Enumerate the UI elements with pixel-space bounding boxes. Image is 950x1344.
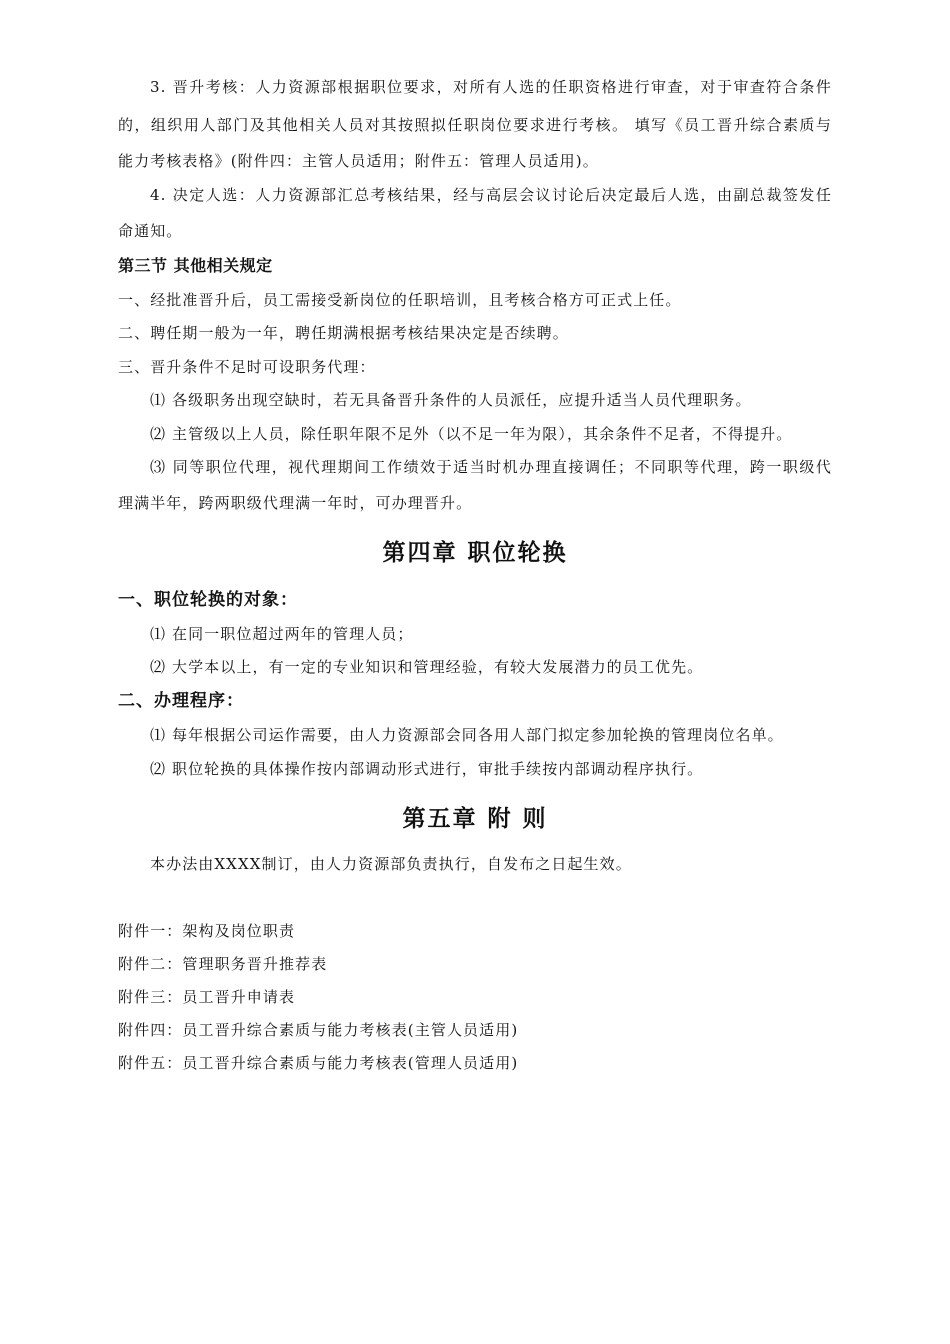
section3-sub-3-line-2: 理满半年，跨两职级代理满一年时，可办理晋升。	[118, 494, 473, 512]
attachment-item: 附件四：员工晋升综合素质与能力考核表(主管人员适用)	[118, 1021, 519, 1039]
step3-line-2: 的，组织用人部门及其他相关人员对其按照拟任职岗位要求进行考核。 填写《员工晋升综合素质与	[118, 116, 832, 134]
chapter5-title: 第五章 附 则	[402, 806, 548, 832]
section3-title: 第三节 其他相关规定	[118, 256, 273, 275]
section3-sub-1: ⑴ 各级职务出现空缺时，若无具备晋升条件的人员派任，应提升适当人员代理职务。	[150, 391, 752, 409]
step3-line-1: 3. 晋升考核：人力资源部根据职位要求，对所有人选的任职资格进行审查，对于审查符合条件	[150, 78, 832, 96]
step4-line-2: 命通知。	[118, 222, 183, 240]
attachment-item: 附件一：架构及岗位职责	[118, 922, 296, 940]
chapter4-heading-1: 一、职位轮换的对象：	[118, 590, 298, 610]
attachment-item: 附件五：员工晋升综合素质与能力考核表(管理人员适用)	[118, 1054, 519, 1072]
chapter4-h1-item-2: ⑵ 大学本以上，有一定的专业知识和管理经验，有较大发展潜力的员工优先。	[150, 658, 704, 676]
section3-sub-3-line-1: ⑶ 同等职位代理，视代理期间工作绩效于适当时机办理直接调任；不同职等代理，跨一职级代	[150, 458, 832, 476]
chapter4-h2-item-1: ⑴ 每年根据公司运作需要，由人力资源部会同各用人部门拟定参加轮换的管理岗位名单。	[150, 726, 784, 744]
step3-line-3: 能力考核表格》(附件四：主管人员适用；附件五：管理人员适用)。	[118, 152, 599, 170]
chapter4-h1-item-1: ⑴ 在同一职位超过两年的管理人员；	[150, 625, 414, 643]
section3-item-1: 一、经批准晋升后，员工需接受新岗位的任职培训，且考核合格方可正式上任。	[118, 291, 682, 309]
chapter4-h2-item-2: ⑵ 职位轮换的具体操作按内部调动形式进行，审批手续按内部调动程序执行。	[150, 760, 704, 778]
chapter5-text: 本办法由XXXX制订，由人力资源部负责执行，自发布之日起生效。	[150, 855, 632, 873]
chapter4-heading-2: 二、办理程序：	[118, 691, 244, 711]
attachment-item: 附件二：管理职务晋升推荐表	[118, 955, 328, 973]
section3-item-2: 二、聘任期一般为一年，聘任期满根据考核结果决定是否续聘。	[118, 324, 569, 342]
chapter4-title: 第四章 职位轮换	[382, 540, 568, 566]
section3-item-3: 三、晋升条件不足时可设职务代理：	[118, 358, 376, 376]
section3-sub-2: ⑵ 主管级以上人员，除任职年限不足外（以不足一年为限），其余条件不足者，不得提升。	[150, 425, 793, 443]
attachment-item: 附件三：员工晋升申请表	[118, 988, 296, 1006]
step4-line-1: 4. 决定人选：人力资源部汇总考核结果，经与高层会议讨论后决定最后人选，由副总裁签发任	[150, 186, 832, 204]
